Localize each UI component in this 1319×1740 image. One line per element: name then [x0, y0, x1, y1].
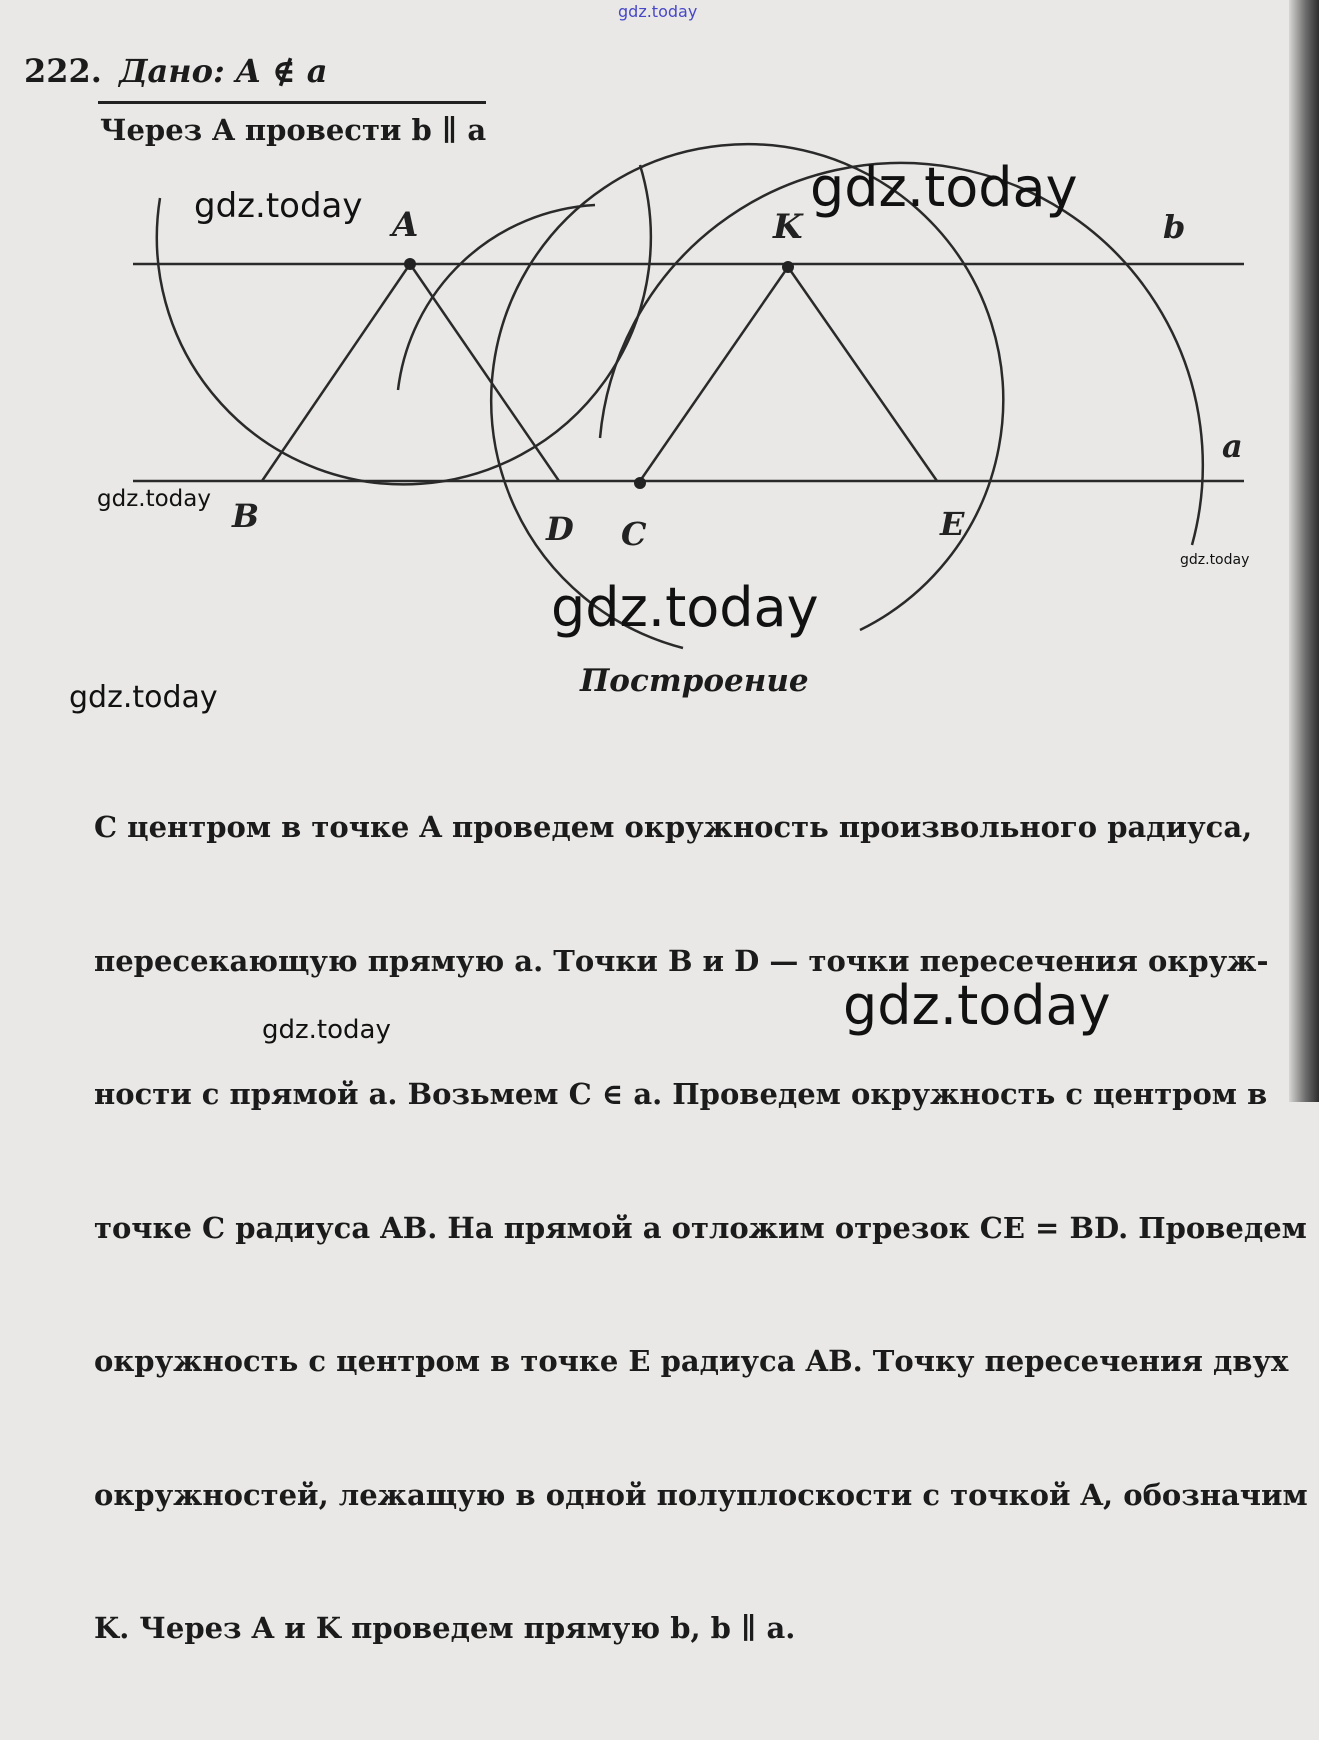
construction-line: окружностей, лежащую в одной полуплоскости с точкой A, обозначим — [94, 1477, 1308, 1512]
construction-line: точке C радиуса AB. На прямой a отложим отрезок CE = BD. Проведем — [94, 1210, 1307, 1245]
segment-KE — [788, 267, 937, 481]
construction-line: K. Через A и K проведем прямую b, b ∥ a. — [94, 1611, 796, 1645]
label-a: a — [1222, 427, 1243, 465]
segment-AD — [410, 264, 559, 481]
segment-KC — [640, 267, 788, 481]
arc-center-E — [600, 163, 1203, 545]
watermark-upper-left: gdz.today — [194, 186, 363, 226]
given-statement: Дано: A ∉ a — [119, 52, 328, 90]
segment-AB — [262, 264, 410, 481]
watermark-upper-right: gdz.today — [810, 156, 1078, 219]
arc-center-C — [491, 144, 1003, 648]
watermark-bottom-left: gdz.today — [262, 1015, 391, 1045]
point-A-dot — [404, 258, 416, 270]
arc-small — [398, 205, 595, 390]
label-b: b — [1163, 208, 1186, 246]
watermark-left-lower: gdz.today — [69, 680, 218, 715]
label-C: C — [621, 515, 647, 553]
label-K: K — [773, 207, 803, 247]
task-statement: Через A провести b ∥ a — [100, 113, 487, 147]
section-heading: Построение — [580, 663, 809, 699]
label-E: E — [940, 505, 965, 543]
watermark-top: gdz.today — [618, 2, 698, 21]
watermark-left-mid: gdz.today — [97, 486, 211, 512]
point-K-dot — [782, 261, 794, 273]
label-D: D — [546, 510, 574, 548]
label-B: B — [232, 497, 260, 535]
watermark-bottom-right: gdz.today — [843, 974, 1111, 1037]
construction-line: С центром в точке A проведем окружность произвольного радиуса, — [94, 810, 1253, 844]
watermark-center: gdz.today — [551, 576, 819, 639]
label-A: A — [392, 205, 419, 245]
construction-diagram — [0, 0, 1319, 660]
construction-text — [94, 716, 1319, 1740]
construction-line: ности с прямой a. Возьмем C ∈ a. Проведем окружность с центром в — [94, 1077, 1268, 1111]
point-C-dot — [634, 477, 646, 489]
watermark-right-small: gdz.today — [1180, 552, 1250, 568]
construction-line: окружность с центром в точке E радиуса AB. Точку пересечения двух — [94, 1344, 1289, 1378]
problem-number: 222. — [24, 52, 102, 90]
construction-line: пересекающую прямую a. Точки B и D — точки пересечения окруж- — [94, 943, 1269, 978]
